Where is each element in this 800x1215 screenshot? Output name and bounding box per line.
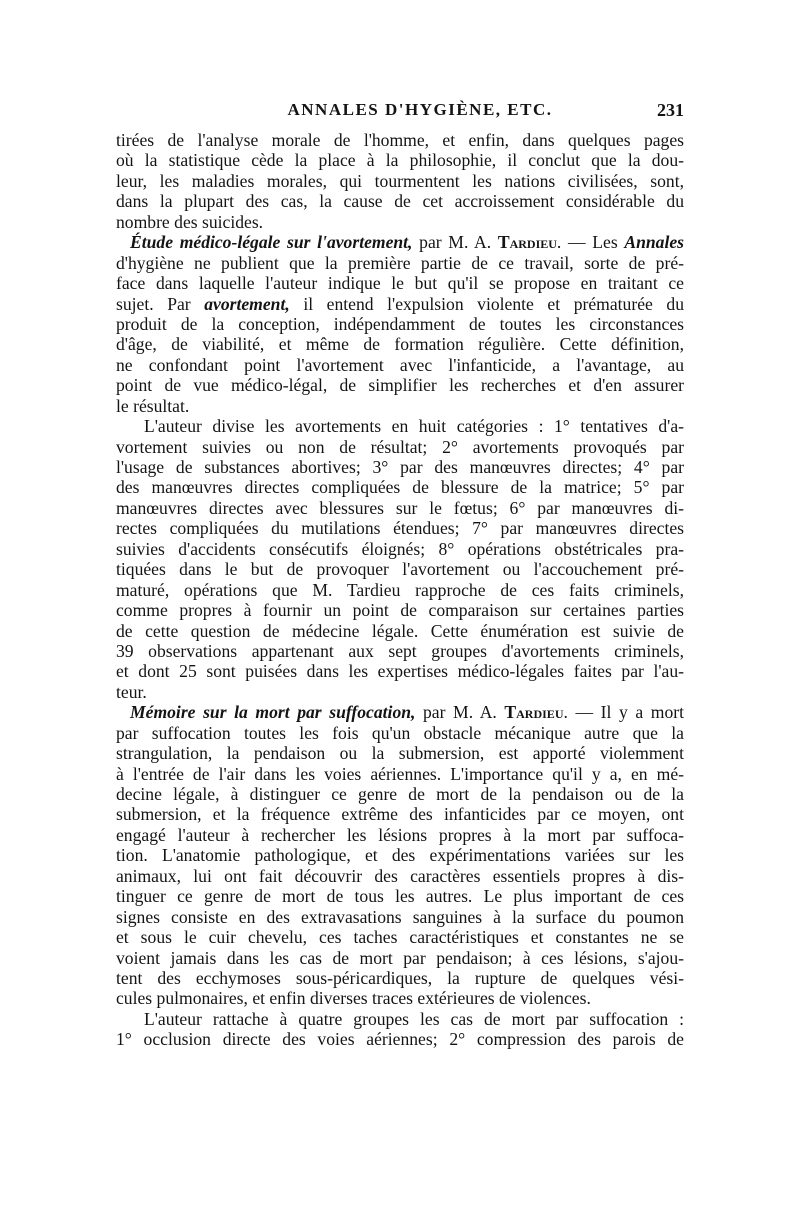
annales-word: Annales	[624, 232, 684, 253]
text-line: ne confondant point l'avortement avec l'infanticide, a l'avantage, au	[116, 354, 684, 375]
text-line: tion. L'anatomie pathologique, et des expérimentations variées sur les	[116, 845, 684, 866]
text-line: vortement suivies ou non de résultat; 2° avortements provoqués par	[116, 436, 684, 457]
author-name: Tardieu	[504, 702, 564, 723]
text-line: submersion, et la fréquence extrême des infanticides par ce moyen, ont	[116, 804, 684, 825]
text-line: d'hygiène ne publient que la première partie de ce travail, sorte de pré-	[116, 252, 684, 273]
text-line: des manœuvres directes compliquées de blessure de la matrice; 5° par	[116, 477, 684, 498]
text-line: dans la plupart des cas, la cause de cet accroissement considérable du	[116, 191, 684, 212]
text-line: suivies d'accidents consécutifs éloignés; 8° opérations obstétricales pra-	[116, 538, 684, 559]
text-line: tirées de l'analyse morale de l'homme, et enfin, dans quelques pages	[116, 130, 684, 150]
running-title: ANNALES D'HYGIÈNE, ETC.	[287, 100, 553, 119]
text-line: L'auteur divise les avortements en huit catégories : 1° tentatives d'a-	[144, 416, 684, 437]
section-heading-memoire	[116, 702, 684, 722]
text-line: tent des ecchymoses sous-péricardiques, la rupture de quelques vési-	[116, 967, 684, 988]
page-number: 231	[657, 100, 684, 120]
text-line: cules pulmonaires, et enfin diverses traces extérieures de violences.	[116, 988, 591, 1009]
text-line: L'auteur rattache à quatre groupes les cas de mort par suffocation :	[144, 1008, 684, 1029]
text-line: decine légale, à distinguer ce genre de mort de la pendaison ou de la	[116, 784, 684, 804]
text-line: nombre des suicides.	[116, 211, 264, 232]
text-line: l'usage de substances abortives; 3° par des manœuvres directes; 4° par	[116, 457, 684, 477]
text-line: face dans laquelle l'auteur indique le but qu'il se propose en traitant ce	[116, 273, 684, 294]
text-line: tiquées dans le but de provoquer l'avortement ou l'accouchement pré-	[116, 559, 684, 580]
text-line: point de vue médico-légal, de simplifier les recherches et d'en assurer	[116, 375, 684, 396]
etude-rest: . — Les	[556, 232, 625, 253]
page-header	[116, 100, 684, 126]
text-line: par suffocation toutes les fois qu'un obstacle mécanique autre que la	[116, 722, 684, 743]
text-line: comme propres à fournir un point de comparaison sur certaines parties	[116, 600, 684, 621]
text-line: voient jamais dans les cas de mort par pendaison; à ces lésions, s'ajou-	[116, 947, 684, 968]
text-line-avortement	[116, 294, 684, 314]
author-name: Tardieu	[497, 232, 557, 253]
memoire-rest: . — Il y a mort	[563, 702, 684, 723]
text-line: animaux, lui ont fait découvrir des caractères essentiels propres à dis-	[116, 865, 684, 886]
text-line: engagé l'auteur à rechercher les lésions propres à la mort par suffoca-	[116, 824, 684, 845]
text-line: rectes compliquées du mutilations étendues; 7° par manœuvres directes	[116, 518, 684, 539]
text-line: à l'entrée de l'air dans les voies aériennes. L'importance qu'il y a, en mé-	[116, 763, 684, 784]
text-line: d'âge, de viabilité, et même de formation régulière. Cette définition,	[116, 334, 684, 355]
section-heading-etude	[116, 232, 684, 252]
text-line: signes consiste en des extravasations sanguines à la surface du poumon	[116, 906, 684, 927]
text-line: et dont 25 sont puisées dans les expertises médico-légales faites par l'au-	[116, 661, 684, 682]
text-line: tinguer ce genre de mort de tous les autres. Le plus important de ces	[116, 886, 684, 907]
text-line: où la statistique cède la place à la philosophie, il conclut que la dou-	[116, 150, 684, 171]
text-line: 1° occlusion directe des voies aériennes; 2° compression des parois de	[116, 1029, 684, 1050]
memoire-title: Mémoire sur la mort par suffocation,	[130, 702, 416, 723]
avortement-word: avortement,	[204, 293, 290, 314]
text-line: strangulation, la pendaison ou la submersion, est apporté violemment	[116, 743, 684, 764]
text-line: de cette question de médecine légale. Cette énumération est suivie de	[116, 620, 684, 641]
text-line: 39 observations appartenant aux sept groupes d'avortements criminels,	[116, 640, 684, 661]
sujet-rest: il entend l'expulsion violente et prématurée du	[289, 293, 684, 314]
memoire-par: par M. A.	[415, 702, 505, 723]
text-line: manœuvres directes avec blessures sur le fœtus; 6° par manœuvres di-	[116, 497, 684, 518]
etude-par: par M. A.	[412, 232, 498, 253]
text-line: le résultat.	[116, 395, 190, 416]
text-line: teur.	[116, 681, 147, 702]
body-text	[116, 130, 684, 1180]
text-line: maturé, opérations que M. Tardieu rapproche de ces faits criminels,	[116, 579, 684, 600]
text-line: produit de la conception, indépendamment de toutes les circonstances	[116, 313, 684, 334]
text-line: et sous le cuir chevelu, ces taches caractéristiques et constantes ne se	[116, 927, 684, 948]
sujet-start: sujet. Par	[116, 293, 205, 314]
text-line: leur, les maladies morales, qui tourmentent les nations civilisées, sont,	[116, 170, 684, 191]
etude-title: Étude médico-légale sur l'avortement,	[130, 232, 413, 253]
